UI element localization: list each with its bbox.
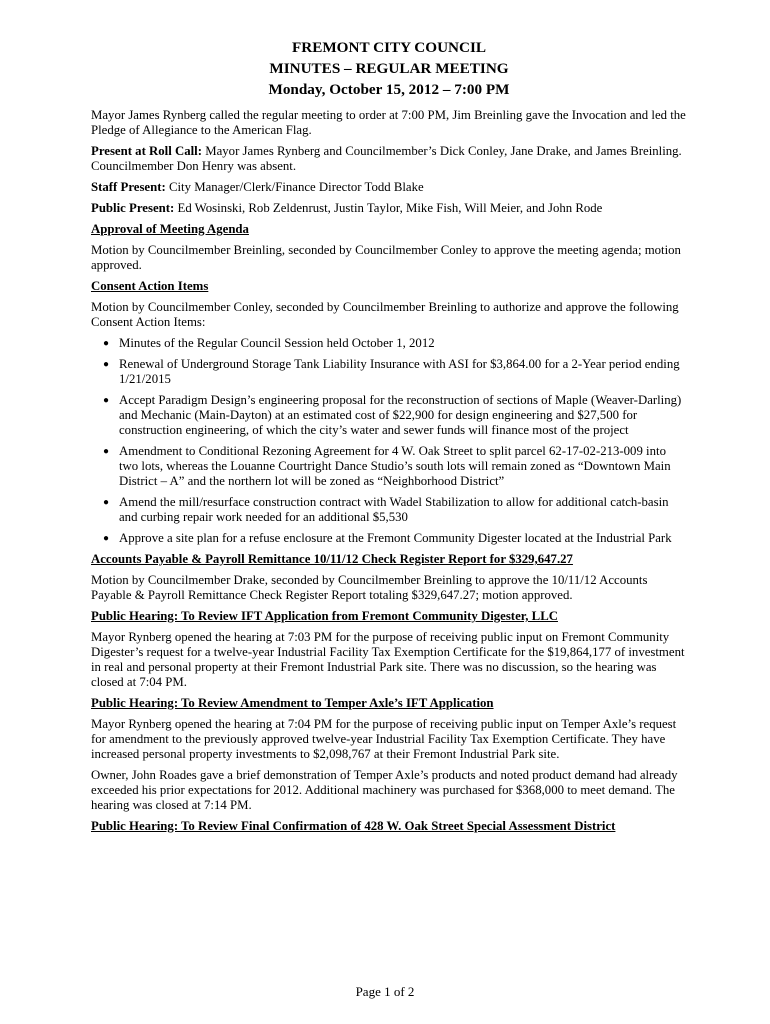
list-item — [91, 444, 687, 489]
document-body — [91, 37, 687, 840]
hearing-3-heading: Public Hearing: To Review Final Confirmation of 428 W. Oak Street Special Assessment District — [91, 819, 616, 833]
document-type: MINUTES – REGULAR MEETING — [269, 60, 509, 77]
public-paragraph — [91, 201, 687, 216]
staff-label: Staff Present: — [91, 180, 166, 194]
hearing-2-text-2: Owner, John Roades gave a brief demonstration of Temper Axle’s products and noted product demand had already exceeded his prior expectations for 2012. Additional machinery was purchased for $368,000 to meet demand. The hearing was closed at 7:14 PM. — [91, 768, 678, 812]
list-item — [91, 393, 687, 438]
roll-call-paragraph — [91, 144, 687, 174]
agenda-text: Motion by Councilmember Breinling, seconded by Councilmember Conley to approve the meeting agenda; motion approved. — [91, 243, 681, 272]
bullet-icon: ● — [103, 395, 110, 406]
hearing-2-text-1: Mayor Rynberg opened the hearing at 7:04 PM for the purpose of receiving public input on Temper Axle’s request for amendment to the previously approved twelve-year Industrial Facility Tax Exemption Certificate. They have increased personal property investments to $2,098,767 at their Fremont Industrial Park site. — [91, 717, 677, 761]
list-item — [91, 495, 687, 525]
bullet-icon: ● — [103, 446, 110, 457]
bullet-icon: ● — [103, 497, 110, 508]
list-item-text: Minutes of the Regular Council Session held October 1, 2012 — [119, 336, 435, 350]
bullet-icon: ● — [103, 338, 110, 349]
hearing-2-heading: Public Hearing: To Review Amendment to Temper Axle’s IFT Application — [91, 696, 494, 710]
list-item-text: Approve a site plan for a refuse enclosure at the Fremont Community Digester located at the Industrial Park — [119, 531, 672, 545]
page-number: Page 1 of 2 — [355, 984, 415, 999]
council-name: FREMONT CITY COUNCIL — [291, 39, 487, 56]
consent-text: Motion by Councilmember Conley, seconded by Councilmember Breinling to authorize and approve the following Consent Action Items: — [91, 300, 679, 329]
bullet-icon: ● — [103, 359, 110, 370]
roll-call-label: Present at Roll Call: — [91, 144, 203, 158]
hearing-1-text: Mayor Rynberg opened the hearing at 7:03 PM for the purpose of receiving public input on Fremont Community Digester’s request for a twelve-year Industrial Facility Tax Exemption Certificate for the $19,864,177 of investment in real and personal property at their Fremont Industrial Park site. There was no discussion, so the hearing was closed at 7:04 PM. — [91, 630, 685, 689]
roll-call-text: Mayor James Rynberg and Councilmember’s Dick Conley, Jane Drake, and James Breinling. Councilmember Don Henry was absent. — [91, 144, 682, 173]
list-item-text: Renewal of Underground Storage Tank Liability Insurance with ASI for $3,864.00 for a 2-Year period ending 1/21/2015 — [119, 357, 680, 386]
payable-heading: Accounts Payable & Payroll Remittance 10/11/12 Check Register Report for $329,647.27 — [91, 552, 573, 566]
consent-list — [91, 336, 687, 546]
agenda-heading: Approval of Meeting Agenda — [91, 222, 249, 236]
staff-paragraph — [91, 180, 687, 195]
list-item — [91, 531, 687, 546]
payable-text: Motion by Councilmember Drake, seconded by Councilmember Breinling to approve the 10/11/12 Accounts Payable & Payroll Remittance Check Register Report totaling $329,647.27; motion approved. — [91, 573, 648, 602]
staff-text: City Manager/Clerk/Finance Director Todd Blake — [165, 180, 424, 194]
list-item-text: Accept Paradigm Design’s engineering proposal for the reconstruction of sections of Maple (Weaver-Darling) and Mechanic (Main-Dayton) at an estimated cost of $22,900 for design engineering and $27,500 for construction engineering, of which the city’s water and sewer funds will finance most of the project — [119, 393, 682, 437]
public-label: Public Present: — [91, 201, 175, 215]
list-item — [91, 357, 687, 387]
document-header — [91, 37, 687, 100]
intro-paragraph: Mayor James Rynberg called the regular meeting to order at 7:00 PM, Jim Breinling gave the Invocation and led the Pledge of Allegiance to the American Flag. — [91, 108, 686, 137]
list-item — [91, 336, 687, 351]
consent-heading: Consent Action Items — [91, 279, 209, 293]
public-text: Ed Wosinski, Rob Zeldenrust, Justin Taylor, Mike Fish, Will Meier, and John Rode — [174, 201, 603, 215]
meeting-date: Monday, October 15, 2012 – 7:00 PM — [268, 81, 510, 98]
list-item-text: Amendment to Conditional Rezoning Agreement for 4 W. Oak Street to split parcel 62-17-02-213-009 into two lots, whereas the Louanne Courtright Dance Studio’s south lots will remain zoned as “Downtown Main District – A” and the northern lot will be zoned as “Neighborhood District” — [119, 444, 671, 488]
bullet-icon: ● — [103, 533, 110, 544]
hearing-1-heading: Public Hearing: To Review IFT Application from Fremont Community Digester, LLC — [91, 609, 558, 623]
list-item-text: Amend the mill/resurface construction contract with Wadel Stabilization to allow for additional catch-basin and curbing repair work needed for an additional $5,530 — [119, 495, 669, 524]
